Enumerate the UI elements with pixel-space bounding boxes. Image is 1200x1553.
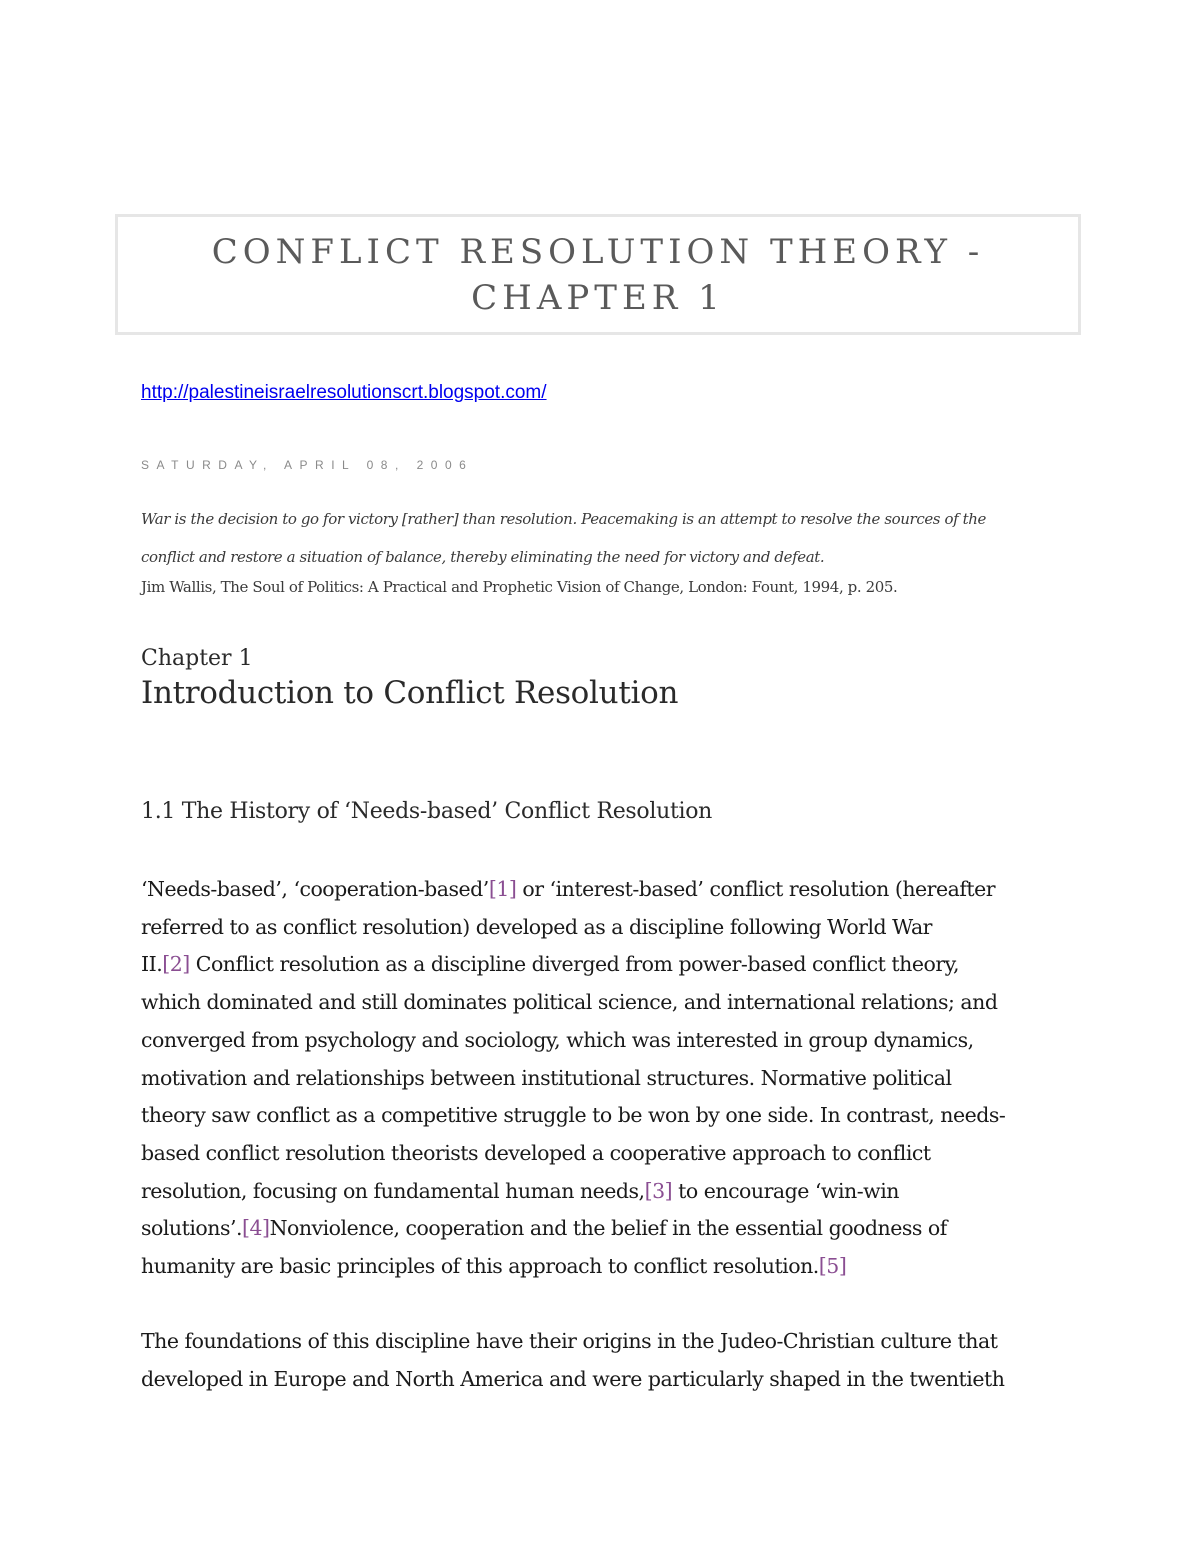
footnote-link-2[interactable]: [2] <box>162 952 190 977</box>
paragraph-line <box>141 1248 1061 1286</box>
section-heading: 1.1 The History of ‘Needs-based’ Conflict Resolution <box>141 799 713 824</box>
paragraph-line <box>141 1210 1061 1248</box>
quote-line-2: conflict and restore a situation of balance, thereby eliminating the need for victory and defeat. <box>141 548 825 566</box>
chapter-label: Chapter 1 <box>141 646 253 671</box>
paragraph-line <box>141 1173 1061 1211</box>
epigraph-quote <box>141 500 1041 576</box>
text-run: Conflict resolution as a discipline diverged from power-based conflict theory, <box>189 952 960 977</box>
footnote-link-3[interactable]: [3] <box>644 1178 673 1203</box>
paragraph-1 <box>141 871 1061 1286</box>
paragraph-line: theory saw conflict as a competitive struggle to be won by one side. In contrast, needs- <box>141 1103 1006 1128</box>
post-date: SATURDAY, APRIL 08, 2006 <box>141 458 474 472</box>
paragraph-line: developed in Europe and North America and were particularly shaped in the twentieth <box>141 1366 1005 1391</box>
text-run: ‘Needs-based’, ‘cooperation-based’ <box>141 877 489 901</box>
text-run: or ‘interest-based’ conflict resolution (hereafter <box>516 877 996 901</box>
title-box <box>115 214 1081 335</box>
paragraph-line: referred to as conflict resolution) developed as a discipline following World War <box>141 914 932 939</box>
footnote-link-4[interactable]: [4] <box>242 1216 270 1241</box>
text-run: humanity are basic principles of this approach to conflict resolution. <box>141 1254 819 1279</box>
paragraph-line: which dominated and still dominates political science, and international relations; and <box>141 990 998 1015</box>
chapter-title: Introduction to Conflict Resolution <box>141 675 679 711</box>
text-run: Nonviolence, cooperation and the belief in the essential goodness of <box>269 1216 947 1241</box>
paragraph-line: motivation and relationships between institutional structures. Normative political <box>141 1065 952 1090</box>
text-run: solutions’. <box>141 1216 243 1241</box>
paragraph-line: converged from psychology and sociology, which was interested in group dynamics, <box>141 1027 974 1052</box>
paragraph-line <box>141 946 1061 984</box>
blog-url-link[interactable]: http://palestineisraelresolutionscrt.blogspot.com/ <box>141 382 547 403</box>
paragraph-line <box>141 871 1061 909</box>
page-title-line-2: CHAPTER 1 <box>471 277 725 318</box>
quote-line-1: War is the decision to go for victory [rather] than resolution. Peacemaking is an attempt to resolve the sources of the <box>141 510 986 528</box>
page-title-line-1: CONFLICT RESOLUTION THEORY - <box>211 231 985 272</box>
text-run: to encourage ‘win-win <box>672 1178 899 1203</box>
paragraph-2 <box>141 1323 1061 1398</box>
text-run: II. <box>141 952 163 977</box>
footnote-link-5[interactable]: [5] <box>818 1254 847 1279</box>
text-run: resolution, focusing on fundamental human needs, <box>141 1178 645 1203</box>
paragraph-line: based conflict resolution theorists developed a cooperative approach to conflict <box>141 1140 931 1165</box>
quote-citation: Jim Wallis, The Soul of Politics: A Practical and Prophetic Vision of Change, London: Fount, 1994, p. 205. <box>141 578 898 596</box>
footnote-link-1[interactable]: [1] <box>488 877 517 901</box>
paragraph-line: The foundations of this discipline have their origins in the Judeo-Christian culture that <box>141 1329 998 1353</box>
